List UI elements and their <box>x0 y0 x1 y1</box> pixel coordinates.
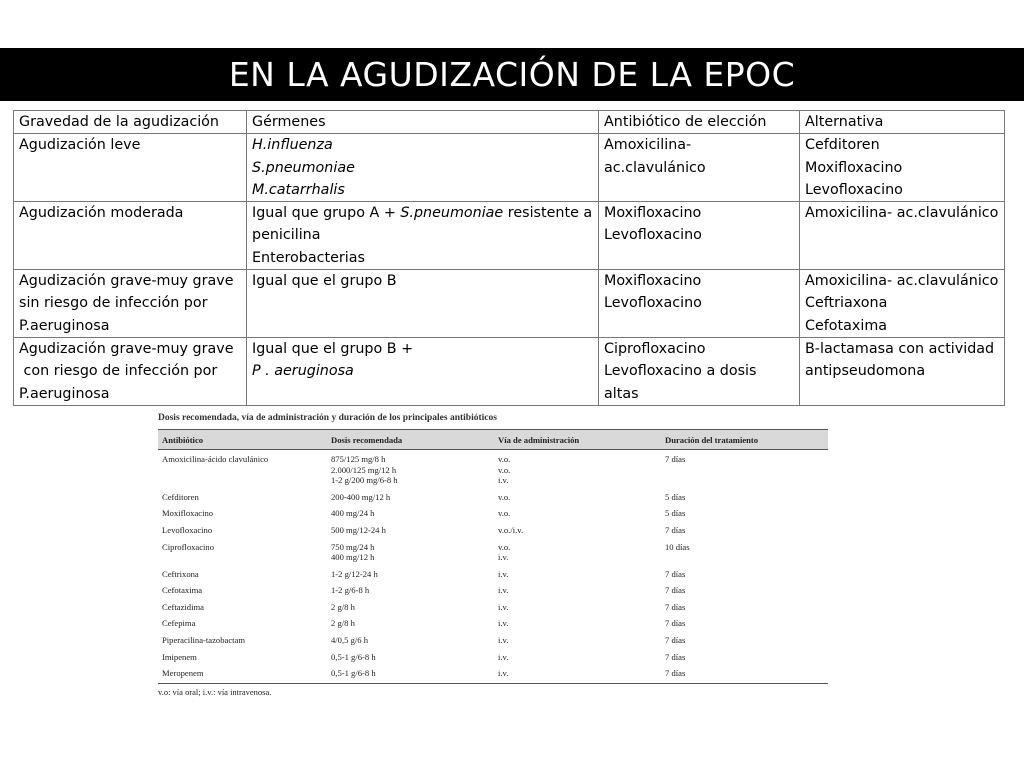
dose-cell <box>327 602 494 619</box>
drug-cell: Cefepima <box>162 618 196 629</box>
germs-cell <box>247 134 599 202</box>
dose-text: 200-400 mg/12 h <box>331 491 391 502</box>
alternative-text: Ceftriaxona <box>805 295 888 312</box>
route-text: v.o. <box>498 508 511 519</box>
dose-table <box>158 429 828 684</box>
route-cell <box>494 635 661 652</box>
header-choice: Antibiótico de elección <box>599 111 800 134</box>
duration-cell: 5 días <box>665 491 686 502</box>
dose-cell <box>327 508 494 525</box>
table-row <box>14 202 1005 270</box>
alternative-text: Amoxicilina- ac.clavulánico <box>805 273 999 290</box>
alternative-cell <box>800 270 1005 338</box>
table-row <box>14 270 1005 338</box>
dose-text: 2 g/8 h <box>331 618 355 629</box>
drug-cell: Levofloxacino <box>162 525 213 535</box>
dose-cell <box>327 492 494 509</box>
route-text: i.v. <box>498 618 509 629</box>
duration-cell: 7 días <box>665 601 686 612</box>
route-text: v.o. <box>498 454 511 465</box>
dose-table-body <box>158 450 828 683</box>
dose-cell <box>327 585 494 602</box>
dose-cell <box>327 542 494 569</box>
germs-cell <box>247 202 599 270</box>
germ-name: P . aeruginosa <box>252 363 354 380</box>
route-text: v.o./i.v. <box>498 525 524 535</box>
duration-cell: 7 días <box>665 525 686 535</box>
route-text: i.v. <box>498 552 509 562</box>
alternative-cell <box>800 337 1005 405</box>
route-text: i.v. <box>498 585 509 596</box>
severity-text: P.aeruginosa <box>19 317 110 334</box>
drug-cell: Moxifloxacino <box>162 508 214 519</box>
choice-text: Ciprofloxacino <box>604 340 706 357</box>
germs-text: Igual que el grupo B + <box>252 340 414 357</box>
dose-text: 0,5-1 g/6-8 h <box>331 668 376 679</box>
dose-table-row <box>158 450 828 492</box>
severity-text: con riesgo de infección por <box>19 363 218 380</box>
dose-text: 1-2 g/6-8 h <box>331 585 370 596</box>
alternative-text: Amoxicilina- ac.clavulánico <box>805 205 999 222</box>
route-text: v.o. <box>498 464 511 475</box>
dose-table-row <box>158 668 828 683</box>
drug-cell: Cefotaxima <box>162 585 203 596</box>
dose-header-drug: Antibiótico <box>158 430 327 450</box>
route-text: i.v. <box>498 634 509 645</box>
alternative-text: antipseudomona <box>805 363 926 380</box>
germ-name: H.influenza <box>252 137 333 154</box>
choice-text: Levofloxacino a dosis altas <box>604 363 757 402</box>
dose-cell <box>327 450 494 492</box>
choice-text: Amoxicilina- ac.clavulánico <box>604 137 706 176</box>
choice-cell <box>599 134 800 202</box>
dose-table-caption: Dosis recomendada, vía de administración y duración de los principales antibióticos <box>158 413 497 423</box>
route-cell <box>494 525 661 542</box>
choice-text: Moxifloxacino <box>604 273 702 290</box>
choice-cell <box>599 270 800 338</box>
germs-cell <box>247 337 599 405</box>
severity-cell <box>14 270 247 338</box>
route-cell <box>494 618 661 635</box>
alternative-text: Cefditoren <box>805 137 880 154</box>
germs-cell <box>247 270 599 338</box>
table-header-row <box>14 111 1005 134</box>
germ-name: S.pneumoniae <box>400 205 504 222</box>
duration-cell: 7 días <box>665 568 686 579</box>
dose-table-row <box>158 618 828 635</box>
route-text: v.o. <box>498 491 511 502</box>
dose-cell <box>327 618 494 635</box>
dose-text: 500 mg/12-24 h <box>331 525 386 535</box>
alternative-text: Levofloxacino <box>805 181 903 198</box>
table-row <box>14 337 1005 405</box>
germ-name: S.pneumoniae <box>252 159 355 176</box>
route-cell <box>494 652 661 669</box>
route-cell <box>494 508 661 525</box>
alternative-text: Moxifloxacino <box>805 159 903 176</box>
dose-header-row <box>158 430 828 450</box>
header-alternative: Alternativa <box>800 111 1005 134</box>
header-germs: Gérmenes <box>247 111 599 134</box>
route-text: i.v. <box>498 668 509 679</box>
duration-cell: 10 días <box>665 541 690 552</box>
route-cell <box>494 450 661 492</box>
dose-cell <box>327 668 494 683</box>
dose-table-row <box>158 635 828 652</box>
severity-cell <box>14 337 247 405</box>
alternative-text: Cefotaxima <box>805 317 888 334</box>
dose-table-row <box>158 569 828 586</box>
severity-text: Agudización grave-muy grave <box>19 340 234 357</box>
dose-text: 1-2 g/12-24 h <box>331 568 378 579</box>
route-cell <box>494 585 661 602</box>
dose-text: 0,5-1 g/6-8 h <box>331 651 376 662</box>
dose-table-row <box>158 508 828 525</box>
dose-table-row <box>158 652 828 669</box>
dose-header-dose: Dosis recomendada <box>327 430 494 450</box>
germs-text: resistente a penicilina <box>252 205 593 244</box>
severity-text: Agudización leve <box>19 137 141 154</box>
drug-cell: Ceftrixona <box>162 568 199 579</box>
alternative-text: B-lactamasa con actividad <box>805 340 995 357</box>
duration-cell: 7 días <box>661 668 828 683</box>
route-cell <box>494 492 661 509</box>
duration-cell: 5 días <box>665 508 686 519</box>
dose-cell <box>327 525 494 542</box>
choice-cell <box>599 337 800 405</box>
dose-table-footnote: v.o: vía oral; i.v.: vía intravenosa. <box>158 686 272 697</box>
header-severity: Gravedad de la agudización <box>14 111 247 134</box>
route-text: i.v. <box>498 601 509 612</box>
slide-title: EN LA AGUDIZACIÓN DE LA EPOC <box>0 48 1024 101</box>
dose-table-row <box>158 602 828 619</box>
dose-text: 875/125 mg/8 h <box>331 454 386 465</box>
dose-text: 4/0,5 g/6 h <box>331 634 369 645</box>
dose-text: 2.000/125 mg/12 h <box>331 464 397 475</box>
drug-cell: Imipenem <box>162 651 197 662</box>
dose-cell <box>327 635 494 652</box>
duration-cell: 7 días <box>665 618 686 629</box>
germs-text: Igual que grupo A + <box>252 205 401 222</box>
dose-table-row <box>158 585 828 602</box>
choice-text: Levofloxacino <box>604 295 702 312</box>
duration-cell: 7 días <box>665 651 686 662</box>
dose-header-duration: Duración del tratamiento <box>661 430 828 450</box>
choice-text: Levofloxacino <box>604 227 702 244</box>
choice-cell <box>599 202 800 270</box>
dose-text: 400 mg/12 h <box>331 552 375 562</box>
drug-cell: Piperacilina-tazobactam <box>162 634 246 645</box>
germs-text: Enterobacterias <box>252 249 365 266</box>
choice-text: Moxifloxacino <box>604 205 702 222</box>
dose-text: 750 mg/24 h <box>331 541 375 552</box>
route-cell <box>494 602 661 619</box>
table-row <box>14 134 1005 202</box>
severity-text: Agudización grave-muy grave <box>19 273 234 290</box>
alternative-cell <box>800 202 1005 270</box>
severity-text: Agudización moderada <box>19 205 184 222</box>
dose-table-row <box>158 492 828 509</box>
route-text: v.o. <box>498 541 511 552</box>
antibiotic-table <box>13 110 1005 406</box>
drug-cell: Cefditoren <box>162 491 199 502</box>
duration-cell: 7 días <box>665 454 686 465</box>
route-text: i.v. <box>498 651 509 662</box>
duration-cell: 7 días <box>665 634 686 645</box>
dose-text: 1-2 g/200 mg/6-8 h <box>331 475 398 486</box>
dose-text: 400 mg/24 h <box>331 508 375 519</box>
germs-text: Igual que el grupo B <box>252 273 397 290</box>
drug-cell: Ciprofloxacino <box>162 541 215 552</box>
dose-table-row <box>158 525 828 542</box>
route-text: i.v. <box>498 568 509 579</box>
drug-cell: Amoxicilina-ácido clavulánico <box>162 454 269 465</box>
route-cell <box>494 668 661 683</box>
route-text: i.v. <box>498 475 509 486</box>
route-cell <box>494 569 661 586</box>
dose-table-figure <box>158 413 828 697</box>
drug-cell: Ceftazidima <box>162 601 204 612</box>
duration-cell: 7 días <box>665 585 686 596</box>
severity-text: P.aeruginosa <box>19 385 110 402</box>
severity-cell <box>14 134 247 202</box>
alternative-cell <box>800 134 1005 202</box>
route-cell <box>494 542 661 569</box>
dose-text: 2 g/8 h <box>331 601 355 612</box>
dose-header-route: Vía de administración <box>494 430 661 450</box>
dose-table-row <box>158 542 828 569</box>
severity-text: sin riesgo de infección por <box>19 295 208 312</box>
severity-cell <box>14 202 247 270</box>
dose-cell <box>327 652 494 669</box>
drug-cell: Meropenem <box>158 668 327 683</box>
dose-cell <box>327 569 494 586</box>
germ-name: M.catarrhalis <box>252 181 345 198</box>
